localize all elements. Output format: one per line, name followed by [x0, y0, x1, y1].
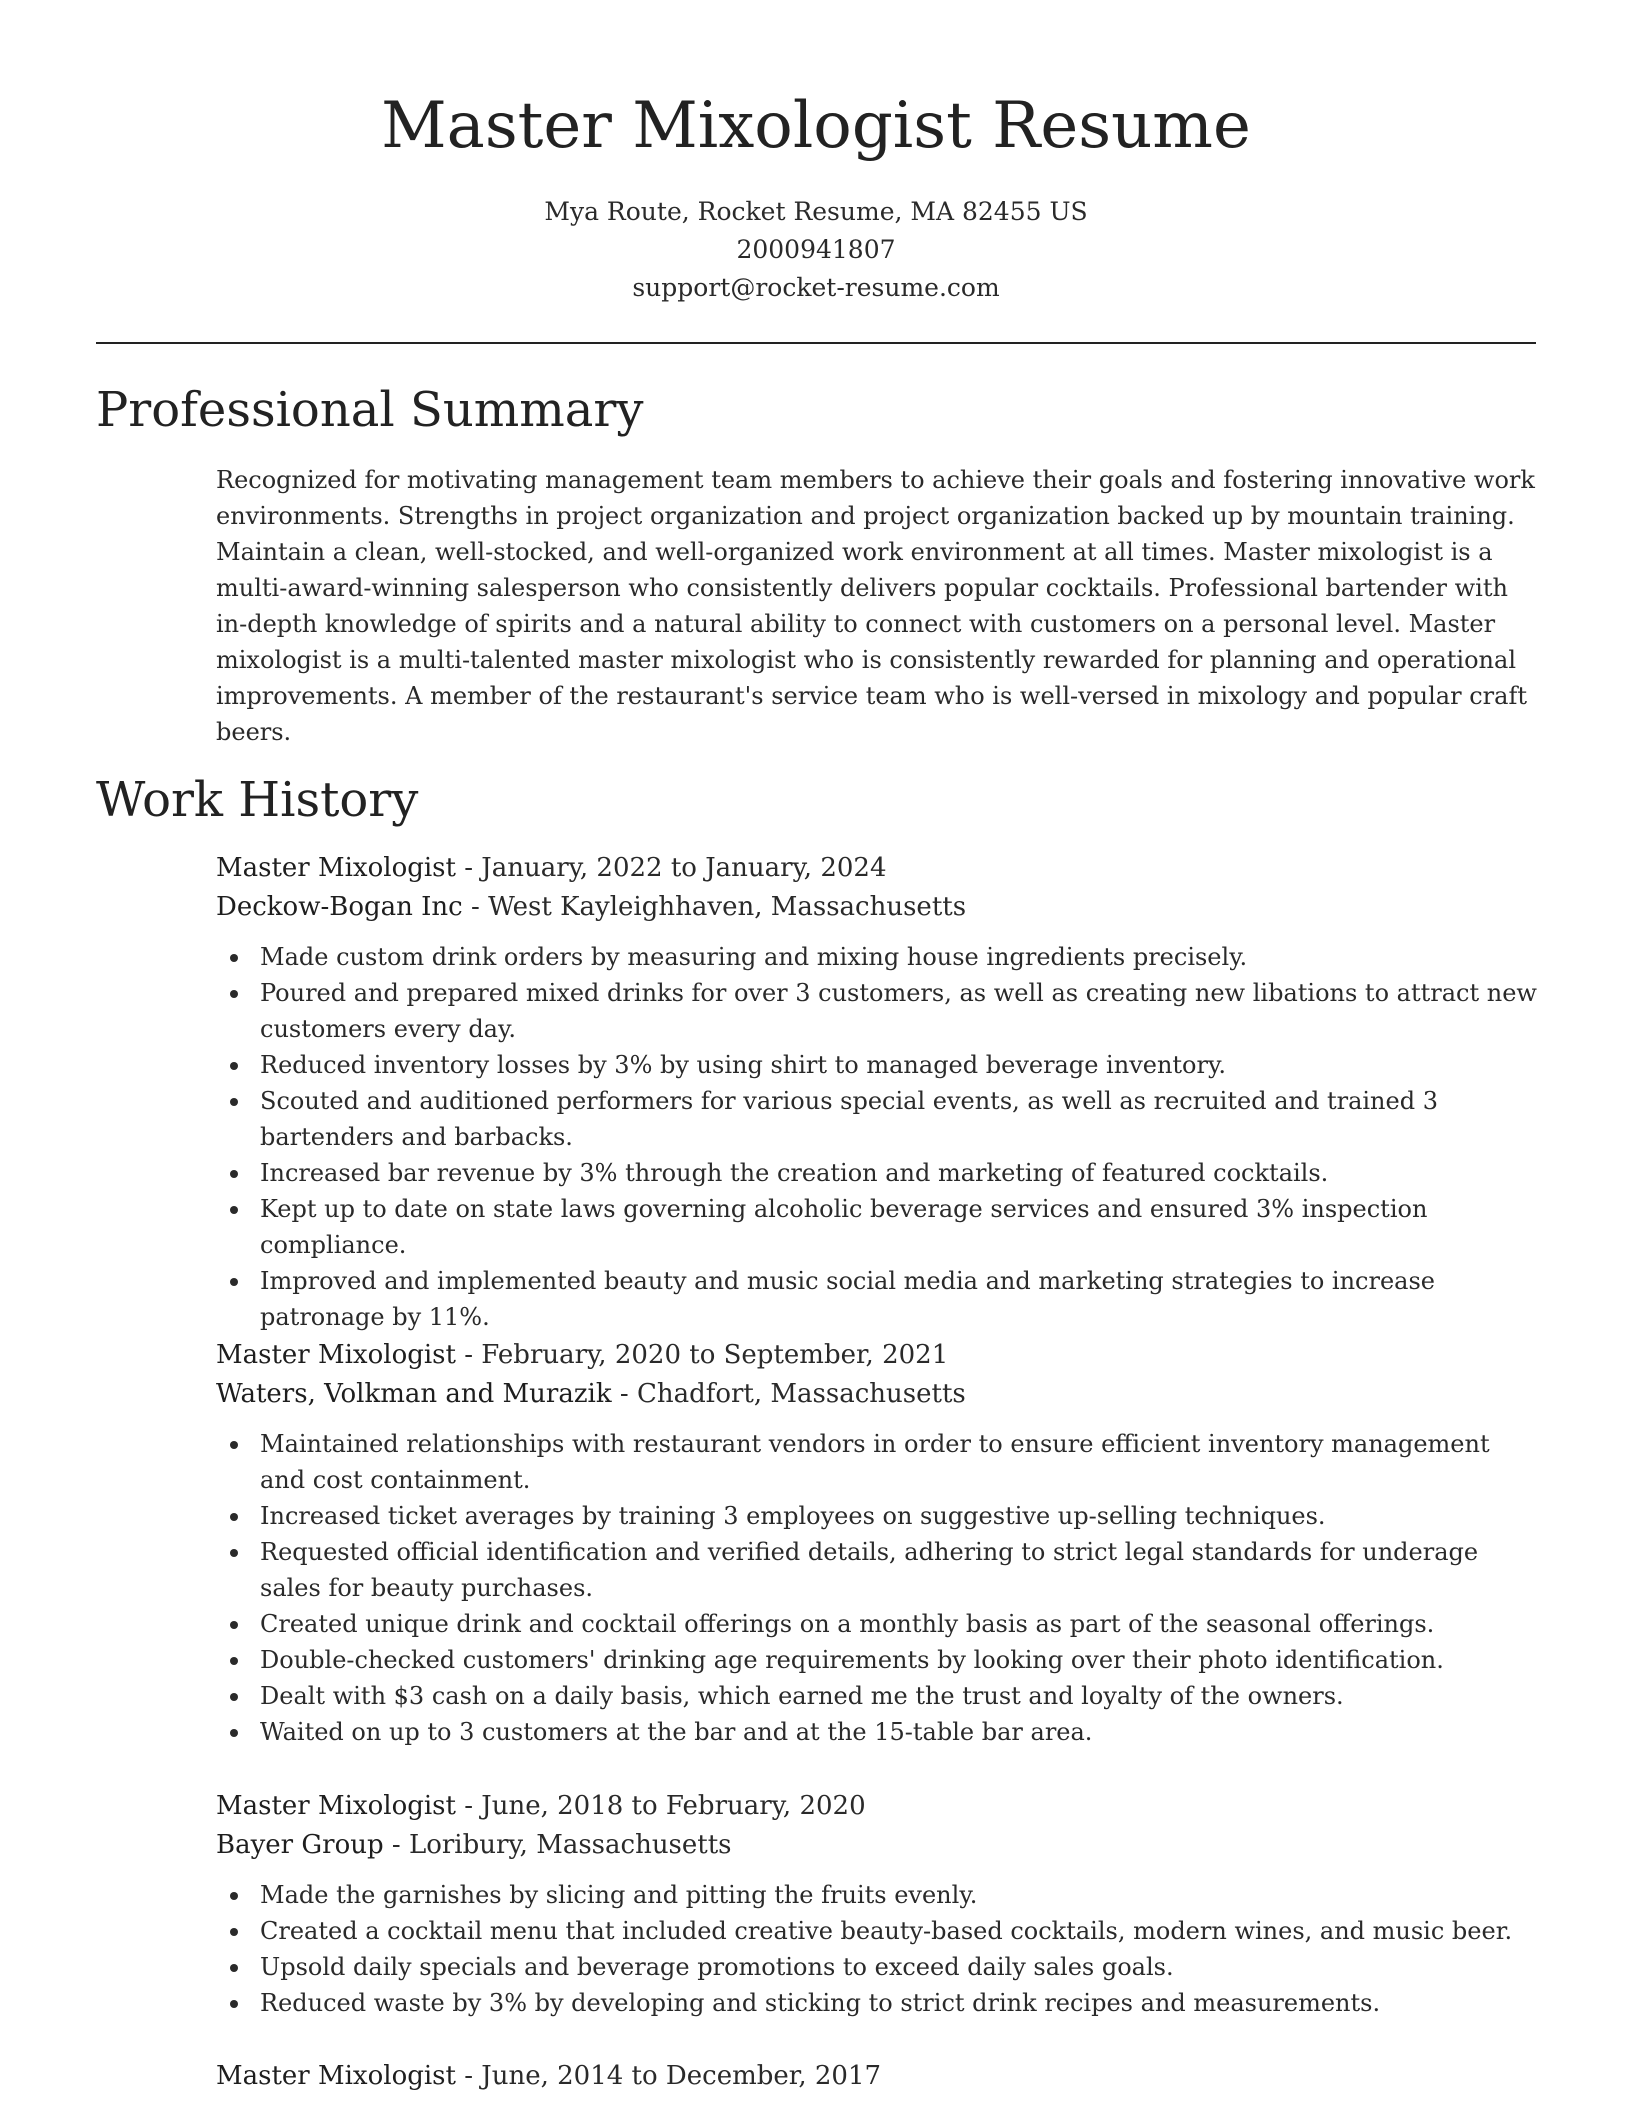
- bullet-icon: [230, 1441, 238, 1449]
- job-company: Waters, Volkman and Murazik: [216, 1379, 612, 1409]
- bullet-icon: [230, 990, 238, 998]
- bullet-text: Reduced inventory losses by 3% by using shirt to managed beverage inventory.: [260, 1051, 1226, 1079]
- job-title: Master Mixologist: [216, 1791, 456, 1821]
- contact-phone: 2000941807: [736, 235, 896, 264]
- bullet-item: [216, 1083, 1541, 1155]
- bullet-text: Created a cocktail menu that included creative beauty-based cocktails, modern wines, and music beer.: [260, 1917, 1513, 1945]
- bullet-text: Double-checked customers' drinking age requirements by looking over their photo identification.: [260, 1646, 1444, 1674]
- bullet-icon: [230, 1170, 238, 1178]
- bullet-text: Upsold daily specials and beverage promotions to exceed daily sales goals.: [260, 1953, 1174, 1981]
- bullet-text: Maintained relationships with restaurant vendors in order to ensure efficient inventory management and cost containment.: [260, 1430, 1490, 1494]
- contact-block: [0, 193, 1632, 307]
- job-company-line: [216, 1826, 1541, 1865]
- bullet-item: [216, 1913, 1541, 1949]
- bullet-icon: [230, 1657, 238, 1665]
- job-company: Bayer Group: [216, 1830, 384, 1860]
- job-location: Chadfort, Massachusetts: [636, 1379, 966, 1409]
- bullet-item: [216, 1949, 1541, 1985]
- bullet-icon: [230, 1206, 238, 1214]
- job-entry: [216, 1336, 1541, 1750]
- job-dates: February, 2020 to September, 2021: [481, 1340, 949, 1370]
- bullet-item: [216, 1047, 1541, 1083]
- job-dates: June, 2014 to December, 2017: [481, 2061, 882, 2091]
- bullet-item: [216, 1155, 1541, 1191]
- bullet-icon: [230, 1964, 238, 1972]
- bullet-item: [216, 1678, 1541, 1714]
- job-entry: [216, 849, 1541, 1335]
- bullet-text: Made custom drink orders by measuring and mixing house ingredients precisely.: [260, 943, 1248, 971]
- bullet-item: [216, 1714, 1541, 1750]
- bullet-text: Reduced waste by 3% by developing and sticking to strict drink recipes and measurements.: [260, 1989, 1381, 2017]
- job-title: Master Mixologist: [216, 853, 456, 883]
- resume-title: Master Mixologist Resume: [381, 89, 1251, 163]
- job-location: Loribury, Massachusetts: [408, 1830, 732, 1860]
- job-bullets: [216, 939, 1541, 1335]
- bullet-item: [216, 975, 1541, 1047]
- job-entry: [216, 1787, 1541, 2021]
- bullet-text: Dealt with $3 cash on a daily basis, which earned me the trust and loyalty of the owners.: [260, 1682, 1344, 1710]
- bullet-item: [216, 1191, 1541, 1263]
- bullet-icon: [230, 1928, 238, 1936]
- job-location: West Kayleighhaven, Massachusetts: [488, 892, 967, 922]
- bullet-item: [216, 939, 1541, 975]
- separator: -: [455, 853, 482, 883]
- bullet-item: [216, 1534, 1541, 1606]
- bullet-item: [216, 1426, 1541, 1498]
- separator: -: [455, 1791, 482, 1821]
- separator: -: [383, 1830, 409, 1860]
- bullet-icon: [230, 1693, 238, 1701]
- contact-address: Mya Route, Rocket Resume, MA 82455 US: [544, 197, 1088, 226]
- summary-heading: Professional Summary: [96, 382, 644, 438]
- bullet-icon: [230, 954, 238, 962]
- work-history-heading: Work History: [96, 772, 419, 828]
- job-dates: June, 2018 to February, 2020: [481, 1791, 866, 1821]
- job-title-line: [216, 849, 1541, 888]
- job-title-line: [216, 1787, 1541, 1826]
- bullet-item: [216, 1263, 1541, 1335]
- bullet-icon: [230, 1098, 238, 1106]
- job-bullets: [216, 1426, 1541, 1750]
- separator: -: [611, 1379, 637, 1409]
- job-bullets: [216, 1877, 1541, 2021]
- bullet-text: Requested official identification and verified details, adhering to strict legal standards for underage sales for beauty purchases.: [260, 1538, 1479, 1602]
- job-company-line: [216, 888, 1541, 927]
- bullet-icon: [230, 1549, 238, 1557]
- summary-text: Recognized for motivating management team members to achieve their goals and fostering innovative work environments. Strengths in project organization and project organization backed up by mountain training. Maintain a clean, well-stocked, and well-organized work environment at all times. Master mixologist is a multi-award-winning salesperson who consistently delivers popular cocktails. Professional bartender with in-depth knowledge of spirits and a natural ability to connect with customers on a personal level. Master mixologist is a multi-talented master mixologist who is consistently rewarded for planning and operational improvements. A member of the restaurant's service team who is well-versed in mixology and popular craft beers.: [216, 466, 1535, 746]
- header-divider: [96, 342, 1536, 344]
- bullet-icon: [230, 1278, 238, 1286]
- bullet-text: Waited on up to 3 customers at the bar and at the 15-table bar area.: [260, 1718, 1093, 1746]
- job-company: Deckow-Bogan Inc: [216, 892, 463, 922]
- bullet-text: Improved and implemented beauty and music social media and marketing strategies to increase patronage by 11%.: [260, 1267, 1435, 1331]
- bullet-text: Increased bar revenue by 3% through the creation and marketing of featured cocktails.: [260, 1159, 1329, 1187]
- bullet-text: Created unique drink and cocktail offerings on a monthly basis as part of the seasonal offerings.: [260, 1610, 1435, 1638]
- job-title-line: [216, 2057, 1541, 2096]
- bullet-icon: [230, 1729, 238, 1737]
- bullet-icon: [230, 1513, 238, 1521]
- bullet-icon: [230, 1062, 238, 1070]
- job-title: Master Mixologist: [216, 2061, 456, 2091]
- separator: -: [462, 892, 489, 922]
- bullet-text: Kept up to date on state laws governing alcoholic beverage services and ensured 3% inspection compliance.: [260, 1195, 1428, 1259]
- bullet-text: Poured and prepared mixed drinks for over 3 customers, as well as creating new libations to attract new customers every day.: [260, 979, 1537, 1043]
- job-entry: [216, 2057, 1541, 2096]
- separator: -: [455, 2061, 482, 2091]
- bullet-item: [216, 1985, 1541, 2021]
- contact-email: support@rocket-resume.com: [632, 273, 1000, 302]
- separator: -: [455, 1340, 482, 1370]
- bullet-item: [216, 1606, 1541, 1642]
- bullet-icon: [230, 1892, 238, 1900]
- job-dates: January, 2022 to January, 2024: [481, 853, 887, 883]
- job-title: Master Mixologist: [216, 1340, 456, 1370]
- bullet-item: [216, 1498, 1541, 1534]
- bullet-icon: [230, 1621, 238, 1629]
- bullet-text: Increased ticket averages by training 3 employees on suggestive up-selling techniques.: [260, 1502, 1326, 1530]
- bullet-text: Scouted and auditioned performers for various special events, as well as recruited and trained 3 bartenders and barbacks.: [260, 1087, 1438, 1151]
- bullet-icon: [230, 2000, 238, 2008]
- job-title-line: [216, 1336, 1541, 1375]
- bullet-text: Made the garnishes by slicing and pitting the fruits evenly.: [260, 1881, 978, 1909]
- bullet-item: [216, 1642, 1541, 1678]
- job-company-line: [216, 1375, 1541, 1414]
- bullet-item: [216, 1877, 1541, 1913]
